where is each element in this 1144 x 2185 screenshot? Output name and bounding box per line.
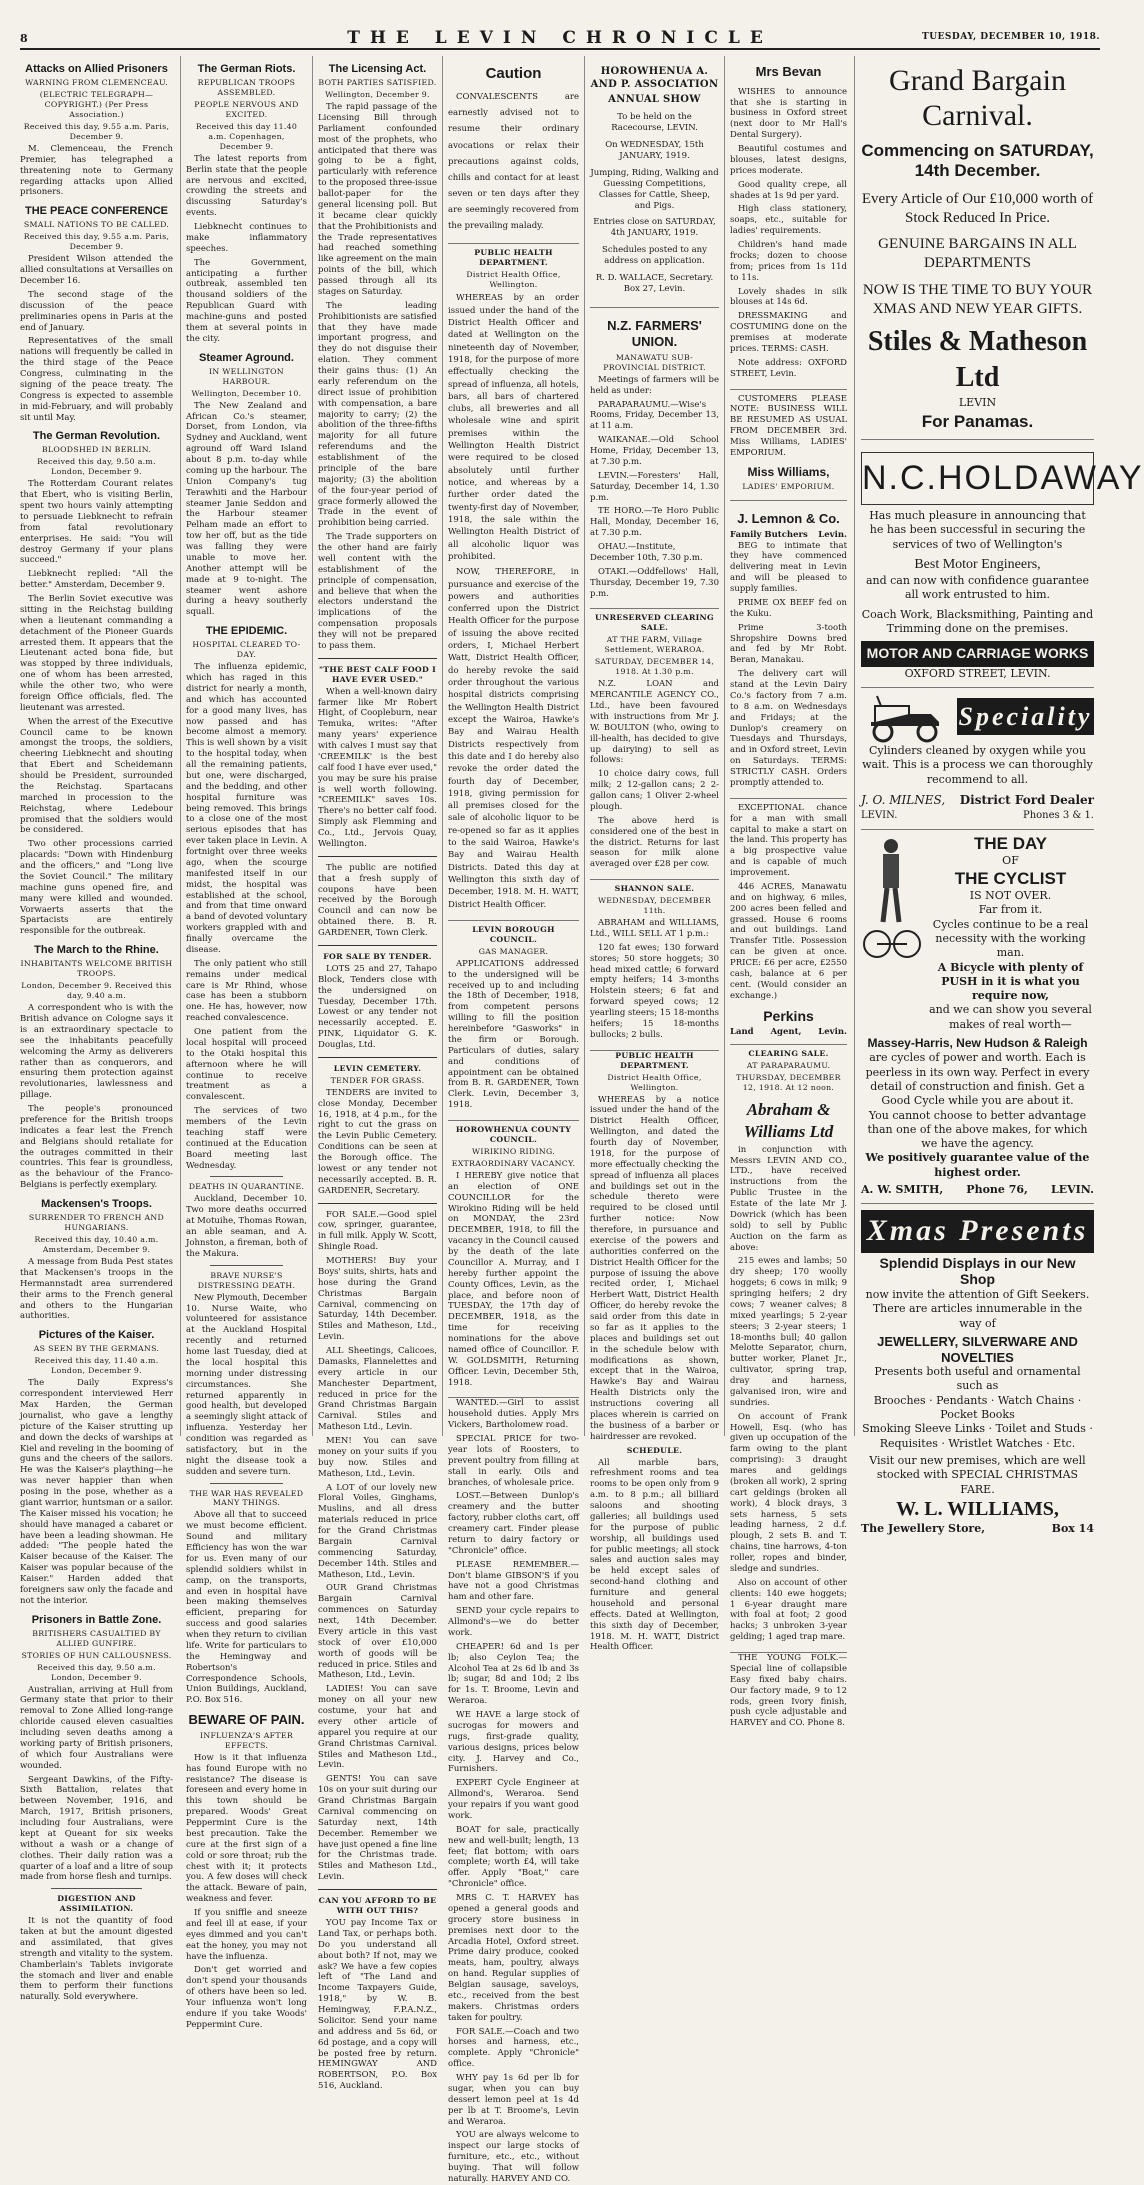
lemnon-body-1: BEG to intimate that they have commenced delivering meat in Levin and will be pleased to supply families. [730,540,847,595]
ford-body: Cylinders cleaned by oxygen while you wait. This is a process we can thoroughly recommend to all. [862,743,1093,786]
cyclist-body-3: and we can show you several makes of real worth— [929,1003,1092,1031]
peace-dateline: Received this day, 9.55 a.m. Paris, December 9. [23,232,170,252]
ford-location: LEVIN. [861,810,898,822]
column-6 [724,56,852,1729]
motor-works-banner: MOTOR AND CARRIAGE WORKS [861,641,1094,667]
steamer-subhead: IN WELLINGTON HARBOUR. [209,366,284,386]
cyclist-body-2: A Bicycle with plenty of PUSH in it is what you require now, [937,960,1084,1003]
epidemic-body-2: The only patient who still remains under medical care is Mr Rhind, whose case has been a stubborn one. He has, however, now reached convalescence. [186,958,307,1024]
divider [210,1265,283,1266]
farmers-union-meeting-5: OHAU.—Institute, December 10th, 7.30 p.m. [590,542,703,563]
horowhenua-subhead-2: EXTRAORDINARY VACANCY. [451,1159,576,1169]
holdaway-headline: N.C.HOLDAWAY [861,452,1094,506]
calf-headline: "THE BEST CALF FOOD I HAVE EVER USED." [318,664,437,684]
nurse-body: New Plymouth, December 10. Nurse Waite, who volunteered for assistance at the Auckland Hospital recently and returned home last Tuesday, died at the local hospital this morning under distressing circumstances. She returned apparently in good health, but developed a seemingly slight attack of influenza. Yesterday her condition was regarded as satisfactory, but in the night the disease took a sudden and severe turn. [186,1292,307,1477]
german-headline: The German Revolution. [32,430,161,443]
pain-body-3: Don't get worried and don't spend your thousands of others have been so led. Your influenza won't long endure if you take Woods' Peppermint Cure. [186,1965,307,2030]
german-dateline: Received this day, 9.50 a.m. London, December 9. [37,457,156,477]
divider [318,1203,437,1204]
rhine-subhead: INHABITANTS WELCOME BRITISH TROOPS. [20,959,173,979]
show-venue: To be held on the Racecourse, LEVIN. [611,112,698,134]
classified-boat: BOAT for sale, practically new and well-built; length, 13 feet; flat bottom; with oars complete; worth £4, will take offer. Apply "Boat," care "Chronicle" office. [448,1824,579,1890]
horowhenua-subhead: WIRIKINO RIDING. [472,1147,555,1157]
divider [210,1176,283,1177]
rhine-body-1: A correspondent who is with the British advance on Cologne says it is an extraordinary spectacle to see the inhabitants peacefully welcoming the Army as deliverers rather than as conquerors, and ensuring them protection against revolutionaries, lawlessness and pillage. [20,1003,173,1101]
caution-headline: Caution [485,65,542,82]
show-events: Jumping, Riding, Walking and Guessing Competitions, Classes for Cattle, Sheep, and Pigs. [590,167,719,211]
ford-signature-name: J. O. MILNES, [861,792,946,807]
gas-subhead: GAS MANAGER. [478,946,549,956]
shannon-body-1: ABRAHAM and WILLIAMS, Ltd., WILL SELL AT 1 p.m.: [590,918,719,939]
classified-men: MEN! You can save money on your suits if you buy now. Stiles and Matheson, Ltd., Levin. [318,1436,437,1479]
classified-why: WHY pay 1s 6d per lb for sugar, when you can buy dessert lemon peel at 1s 4d per lb at T. Broome's, Levin and Weraroa. [448,2073,579,2127]
bevan-body-5: Children's hand made frocks; dozen to choose from; prices from 1s 11d to 11s. [730,240,847,283]
classified-gents: GENTS! You can save 10s on your suit during our Grand Christmas Bargain Carnival commencing on Saturday next, 14th December. Remember we have just opened a fine line for the Christmas trade. Stiles and Matheson Ltd., Levin. [318,1774,437,1883]
ford-ad [861,688,1094,830]
clearing-headline: UNRESERVED CLEARING SALE. [595,613,714,633]
aw-body-2: 215 ewes and lambs; 50 dry sheep; 170 woolly hoggets; 6 cows in milk; 9 springing heifers; 2 dry cows; 7 weaner calves; 8 mixed yearlings; 5 2-year steers; 3 2-year steers; 1 18-months bull; 40 gallon Melotte Separator, churn, butter worker, Planet Jr., cultivator, spring trap, dray and harness, galvanised iron, wire and sundries. [730,1256,847,1408]
motor-car-illustration [861,692,951,744]
show-ad [590,56,719,308]
mackensen-dateline: Received this day, 10.40 a.m. Amsterdam, December 9. [34,1235,159,1255]
xmas-categories: JEWELLERY, SILVERWARE AND NOVELTIES [877,1334,1078,1365]
classified-sheetings: ALL Sheetings, Calicoes, Damasks, Flannelettes and every article in our Manchester Department, reduced in price for the Grand Christmas Bargain Carnival. Stiles and Matheson Ltd., Levin. [318,1346,437,1433]
perkins-ad [730,799,847,1046]
health-notice-2 [590,1051,719,1654]
show-entries: Entries close on SATURDAY, 4th JANUARY, 1919. [593,217,716,239]
classified-have: WE HAVE a large stock of sucrogas for mowers and rugs, first-grade quality, various designs, prices below city. J. Harvey and Co., Furnishers. [448,1710,579,1775]
shannon-headline: SHANNON SALE. [614,884,695,894]
aw-body-1: in conjunction with Messrs LEVIN AND CO., LTD., have received instructions from the Public Trustee in the Estate of the late Mr J. Dowrick (which has been sold) to sell by Public Auction on the farm as above: [730,1144,847,1253]
show-headline: HOROWHENUA A. AND P. ASSOCIATION [590,66,719,90]
lemnon-body-4: The delivery cart will stand at the Levin Dairy Co.'s factory from 7 a.m. to 8 a.m. on Wednesdays and Fridays; at the Dunlop's creamery on Tuesdays and Thursdays, and in Oxford street, Levin on Saturdays. TERMS: STRICTLY CASH. Orders promptly attended to. [730,669,847,788]
farmers-union-intro: Meetings of farmers will be held as under: [590,374,719,396]
kaiser-body: The Daily Express's correspondent interviewed Herr Max Harden, the German journalist, who gave a lengthy picture of the Kaiser strutting up and down the decks of warships at Kiel and reveling in the booming of guns and the cheers of the sailors. He was the Kaiser's plaything—he was never happier than when posing in the pose, whether as a giant warrior, huntsman or a sailor. The Kaiser missed his vocation; he should have managed a cabaret or have been a leading showman. He added: "The people hated the Kaiser because of the Kaiser. The Kaiser was popular because of the Kaiser." Harden added that foreigners saw only the facade and not the interior. [20,1378,173,1606]
cemetery-subhead: TENDER FOR GRASS. [330,1075,425,1085]
kaiser-subhead: AS SEEN BY THE GERMANS. [33,1344,160,1354]
coupon-notice: The public are notified that a fresh supply of coupons have been received by the Borough Council and can now be obtained there. B. R. GARDENER, Town Clerk. [318,862,437,939]
war-headline: THE WAR HAS REVEALED MANY THINGS. [189,1488,304,1508]
rhine-body-2: The people's pronounced preference for the British troops indicates a fear lest the French and Belgians should retaliate for the outrages committed in their countries. This fear is groundless, as the behaviour of the Franco-Belgians is perfectly exemplary. [20,1104,173,1191]
farmers-union-meeting-1: PARAPARAUMU.—Wise's Rooms, Friday, December 13, at 11 a.m. [590,399,719,432]
williams-headline: Miss Williams, [747,464,830,479]
farmers-union-meeting-2: WAIKANAE.—Old School Home, Friday, December 13, at 7.30 p.m. [590,435,719,467]
bevan-body-6: Lovely shades in silk blouses at 14s 6d. [730,286,847,308]
aw-body-3: On account of Frank Howell, Esq. (who has given up occupation of the farm owing to the plant comprising): 3 draught mares and geldings (broken all work), 2 spring cart geldings (broken all work), 4 block drays, 3 sets harness, 5 sets leading harness, 2 d.f. plough, 2 sets B. and T. chains, tine harrows, 4-ton roller, ropes and binder, sledge and sundries. [730,1411,847,1574]
kaiser-dateline: Received this day, 11.40 a.m. London, December 9. [34,1356,159,1376]
lemnon-tagline-right: Levin. [818,529,847,540]
cemetery-body: TENDERS are invited to close Monday, December 16, 1918, at 4 p.m., for the right to cut the grass on the Levin Public Cemetery. Conditions can be seen at the Borough office. The lowest or any tender not necessarily accepted. B. R. GARDENER, Secretary. [318,1087,437,1196]
farmers-union-meeting-6: OTAKI.—Oddfellows' Hall, Thursday, December 19, 7.30 p.m. [590,566,719,599]
riots-body-3: The Government, anticipating a further outbreak, assembled ten thousand soldiers of the Republican Guard with machine-guns and posted them at several points in the city. [186,257,307,344]
cyclist-phone: Phone 76, [966,1183,1028,1197]
stiles-location: LEVIN [958,395,997,409]
gas-body: APPLICATIONS addressed to the undersigned will be received up to and including the 18th of December, 1918, from competent persons willing to fill the position hereinbefore "Gasworks" in the firm or Borough. Particulars of duties, salary and conditions of appointment can be obtained from B. R. GARDENER, Town Clerk. Levin, December 3, 1918. [448,958,579,1111]
column-4 [442,56,584,2184]
column-3 [312,56,442,2092]
column-5 [584,56,724,1653]
xmas-items-a: Brooches · Pendants · Watch Chains · Pocket Books [873,1393,1082,1422]
cyclist-signature-name: A. W. SMITH, [861,1183,944,1197]
divider [318,945,437,946]
peace-subhead: SMALL NATIONS TO BE CALLED. [23,220,170,230]
gas-notice [448,921,579,1121]
classified-mothers: MOTHERS! Buy your Boys' suits, shirts, hats and hose during the Grand Christmas Bargain Carnival, commencing on Saturday, 14th December. Stiles and Matheson, Ltd., Levin. [318,1256,437,1343]
customers-body: CUSTOMERS PLEASE NOTE: BUSINESS WILL BE RESUMED AS USUAL FROM DECEMBER 3rd. Miss Williams, LADIES' EMPORIUM. [730,393,847,458]
cyclist-illustration [861,834,921,964]
war-body: Above all that to succeed we must become efficient. Sound and military Efficiency has won the war for us. Even many of our splendid soldiers whilst in camp, on the transports, and even in hospital have been making themselves efficient, preparing for success and good salaries when they return to civilian life. Write for particulars to the Hemingway and Robertson's Correspondence Schools, Union Buildings, Auckland, P.O. Box 516. [186,1510,307,1706]
classified-cow: FOR SALE.—Good spiel cow, springer, guarantee, in full milk. Apply W. Scott, Shingle Road. [318,1209,437,1253]
cyclist-title-5: Far from it. [978,903,1043,917]
pain-body-2: If you sniffle and sneeze and feel ill at ease, if your eyes dimmed and you can't eat the honey, you may not have the influenza. [186,1908,307,1962]
clearing-sale-ad [590,609,719,880]
clearing-venue: AT THE FARM, Village Settlement, WERAROA. [604,635,705,655]
classified-please: PLEASE REMEMBER.—Don't blame GIBSON'S if you have not a good Christmas ham and other fare. [448,1559,579,1603]
farmers-union-headline: N.Z. FARMERS' UNION. [607,317,702,350]
prisoners-dateline: Received this day, 9.50 a.m. London, December 9. [37,1662,156,1682]
clearsale-venue: AT PARAPARAUMU. [746,1061,831,1071]
kaiser-headline: Pictures of the Kaiser. [38,1329,155,1342]
horowhenua-notice [448,1121,579,1398]
aw-logo: Abraham & Williams Ltd [743,1100,834,1141]
classified-wanted: WANTED.—Girl to assist household duties. Apply Mrs Vickers, Bartholomew road. [448,1398,579,1431]
show-schedules: Schedules posted to any address on application. [602,245,707,267]
riots-subhead: REPUBLICAN TROOPS ASSEMBLED. [197,78,296,98]
cyclist-body-5: You cannot choose to better advantage than one of the above makes, for which we have the agency. [867,1108,1088,1151]
digestion-headline: DIGESTION AND ASSIMILATION. [57,1894,136,1914]
perkins-tagline-mid: Agent, [770,1027,802,1038]
masthead [20,28,1100,50]
issue-date: TUESDAY, DECEMBER 10, 1918. [922,32,1100,42]
gas-headline: LEVIN BOROUGH COUNCIL. [472,924,555,944]
riots-body-1: The latest reports from Berlin state that the people are nervous and excited, crowding the streets and discussing Saturday's events. [186,153,307,219]
cyclist-title-3: THE CYCLIST [954,868,1067,888]
ford-phone: Phones 3 & 1. [1022,810,1094,822]
clearsale-date: THURSDAY, DECEMBER 12, 1918. At 12 noon. [736,1073,841,1093]
holdaway-ad [861,440,1144,688]
page-number: 8 [20,32,28,45]
ford-dealer-label: District Ford Dealer [959,792,1094,807]
divider [318,1057,437,1058]
calf-body: When a well-known dairy farmer like Mr Robert Hight, of Coopleburn, near Temuka, writes: "After many years' experience with calves I must say that 'CREEMILK' is the best calf food I have ever used," you may be sure his praise is well worth following. "CREEMILK" saves 10s. There's no better calf food. Simply ask Flemming and Co., Ltd., Jervois Quay, Wellington. [318,686,437,849]
epidemic-body-4: The services of two members of the Levin teaching staff were continued at the Education Board meeting last Wednesday. [186,1106,307,1171]
horowhenua-headline: HOROWHENUA COUNTY COUNCIL. [455,1125,572,1145]
column-2 [180,56,312,2030]
licensing-dateline: Wellington, December 9. [325,90,430,100]
prisoners-subhead-2: STORIES OF HUN CALLOUSNESS. [21,1650,172,1660]
stiles-panamas: For Panamas. [921,412,1034,432]
digestion-body: It is not the quantity of food taken at but the amount digested and assimilated, that gives strength and vitality to the system. Chamberlain's Tablets invigorate the stomach and liver and enable them to perform their functions naturally. Sold everywhere. [20,1916,173,2003]
cyclist-title-2: OF [1002,854,1019,868]
riots-headline: The German Riots. [197,63,296,75]
holdaway-body-3: Coach Work, Blacksmithing, Painting and Trimming done on the premises. [861,608,1094,636]
divider [51,1888,143,1889]
licensing-body-2: The leading Prohibitionists are satisfied that they have made important progress, and they do not disguise their elation. They comment their gains thus: (1) An early referendum on the direct issue of prohibition with compensation, a bare majority to carry; (2) the abolition of the three-fifths majority for all future referendums and the establishment of the principle of the bare majority; (3) the abolition of the four-year period of grace formerly allowed the Trade in the event of prohibition being carried. [318,300,437,529]
pain-subhead: INFLUENZA'S AFTER EFFECTS. [199,1730,294,1750]
shannon-body-2: 120 fat ewes; 130 forward stores; 50 store hoggets; 30 head mixed cattle; 6 forward empty heifers; 14 3-months Holstein steers; 6 fat and forward speyed cows; 12 yearling steers; 15 18-months heifers; 15 18-months bullocks; 2 bulls. [590,942,719,1040]
cyclist-title-4: IS NOT OVER. [969,889,1052,903]
health2-body-2: All marble bars, refreshment rooms and tea rooms to be open only from 9 a.m. to 8 p.m.; all billiard saloons and shooting galleries; all buildings used for the purpose of public worship, all buildings used for public meetings; all stock sales and auction sales may be held except sales of second-hand clothing and furniture and general household and personal effects. Dated at Wellington, this sixth day of December, 1918. M. H. WATT, District Health Officer. [590,1457,719,1653]
health2-subhead: District Health Office, Wellington. [607,1072,702,1092]
shannon-date: WEDNESDAY, DECEMBER 11th. [597,896,712,916]
peace-body-2: The second stage of the discussion of the peace preliminaries opens in Paris at the end of January. [20,289,173,333]
horowhenua-body: I HEREBY give notice that an election of ONE COUNCILLOR for the Wirokino Riding will be held on MONDAY, the 23rd DECEMBER, 1918, to fill the vacancy in the Council caused by the death of the late Councillor A. Murray, and I hereby further appoint the County Offices, Levin, as the place, and before noon of TUESDAY, the 17th day of DECEMBER, 1918, as the time for receiving nominations for the above named office of Councillor. F. W. GOLDSMITH, Returning Officer. Levin, December 5th, 1918. [448,1170,579,1388]
xmas-banner: Xmas Presents [861,1210,1094,1252]
xmas-presents: Presents both useful and ornamental such as [874,1365,1081,1393]
bevan-body-2: Beautiful costumes and blouses, latest designs, prices moderate. [730,144,847,176]
prisoners-body-1: Australian, arriving at Hull from Germany state that prior to their removal to Zone Allied long-range chloride caused eleven casualties including seven deaths among a working party of British prisoners, of which four Australians were wounded. [20,1684,173,1771]
allied-dateline: Received this day, 9.55 a.m. Paris, December 9. [23,121,170,141]
german-body-2: Liebknecht replied: "All the better." Amsterdam, December 9. [20,569,173,591]
holdaway-body-2: and can now with confidence guarantee all work entrusted to him. [865,573,1090,601]
ww-box: Box 14 [1051,1522,1094,1536]
cyclist-body-1: Cycles continue to be a real necessity with the working man. [932,917,1089,960]
young-folk-ad: THE YOUNG FOLK.—Special line of collapsible Easy fixed baby chairs. Our factory made, 9 to 12 rods, green Ivory finish, push cycle adjustable and HARVEY and CO. Phone 8. [730,1653,847,1729]
xmas-visit: Visit our new premises, which are well stocked with SPECIAL CHRISTMAS FARE. [869,1453,1086,1496]
allied-source: (ELECTRIC TELEGRAPH—COPYRIGHT.) (Per Press Association.) [39,90,154,119]
clearing-body-1: N.Z. LOAN and MERCANTILE AGENCY CO., Ltd., have been favoured with instructions from Mr J. W. BOULTON (who, owing to ill-health, has decided to give up dairying) to sell as follows: [590,679,719,766]
column-7 [854,56,1144,1536]
show-secretary: R. D. WALLACE, Secretary. Box 27, Levin. [595,272,714,294]
perkins-tagline [730,1027,847,1038]
health-subhead: District Health Office, Wellington. [466,270,561,290]
cyclist-title-1: THE DAY [973,833,1048,853]
steamer-body: The New Zealand and African Co.'s steamer, Dorset, from London, via Sydney and Auckland, went aground off Ward Island about 8 p.m. to-day while coming up the harbour. The Union Company's tug Terawhiti and the Harbour steamer Janie Seddon and the Harbour steamer Pelham made an effort to tow her off, but as the tide was falling they were unable to move her. Another attempt will be made at 9 to-night. The steamer went ashore during a heavy southerly squall. [186,400,307,618]
health2-headline: PUBLIC HEALTH DEPARTMENT. [615,1050,694,1070]
cemetery-headline: LEVIN CEMETERY. [333,1063,422,1073]
classified-expert: EXPERT Cycle Engineer at Allmond's, Weraroa. Send your repairs if you want good work. [448,1778,579,1821]
show-subhead: ANNUAL SHOW [608,93,701,105]
afford-headline: CAN YOU AFFORD TO BE WITH OUT THIS? [318,1896,437,1916]
stiles-matheson-name: Stiles & Matheson Ltd [867,326,1088,394]
xmas-ad [861,1210,1094,1536]
licensing-body-3: The Trade supporters on the other hand are fairly well content with the establishment of the principle of compensation, and believe that when the electors understand the implications of the compensation proposals they will not be prepared to pass them. [318,532,437,651]
deaths-body: Auckland, December 10. Two more deaths occurred at Motuihe, Thomas Rowan, an able seaman, and A. Johnston, a fireman, both of the Makura. [186,1194,308,1259]
speciality-banner: Speciality [957,698,1094,735]
licensing-body-1: The rapid passage of the Licensing Bill through Parliament confounded most of the prophets, who anticipated that there was going to be a fight, particularly with reference to the proposed three-issue ballot-paper for the general licensing poll. But it became clear quickly that the Prohibitionists and the Trade representatives had reached something like agreement on the main points of the bill, which passed through all its stages on Saturday. [318,102,437,297]
cyclist-location: LEVIN. [1051,1183,1094,1197]
column-1 [20,56,178,2003]
mackensen-headline: Mackensen's Troops. [41,1198,152,1211]
deaths-headline: DEATHS IN QUARANTINE. [188,1182,305,1192]
perkins-tagline-left: Land [730,1027,754,1038]
health-body-2: NOW, THEREFORE, in pursuance and exercise of the powers and authorities conferred upon the District Health Officer for the purpose of issuing the above recited orders, I, Michael Herbert Watt, District Health Officer, do hereby revoke the said order throughout the various hospital districts comprising the Wellington Health District except the Wairoa, Hawke's Bay and Wairau Health Districts respectively from this date and I do hereby also revoke the order dated the fourth day of December, 1918, giving permission for all premises closed for the sale of alcoholic liquor to be re-opened so far as it applies to the said Wairoa, Hawke's Bay and Wairau Health Districts. Dated this day at Wellington this sixth day of December, 1918. M. H. WATT, District Health Officer. [448,567,579,910]
classified-harvey: MRS C. T. HARVEY has opened a general goods and grocery store business in premises next door to the Arcadia Hotel, Oxford street. Prime dairy produce, cooked meats, ham, poultry, always on hand. Regular supplies of Belgian sausage, saveloys, etc., received from the best makers. Christmas orders taken for poultry. [448,1893,579,2023]
bevan-body-4: High class stationery, soaps, etc., suitable for ladies' requirements. [730,204,847,237]
cyclist-body-6: We positively guarantee value of the highest order. [865,1151,1090,1179]
ww-store: The Jewellery Store, [861,1522,986,1536]
perkins-tagline-right: Levin. [818,1027,847,1038]
cyclist-ad [861,830,1094,1204]
cyclist-signature [861,1183,1094,1197]
lemnon-ad [730,501,847,799]
peace-body-1: President Wilson attended the allied consultations at Versailles on December 16. [20,254,173,286]
ww-contact [861,1522,1094,1536]
shannon-sale-ad [590,880,719,1051]
prisoners-body-2: Sergeant Dawkins, of the Fifty-Sixth Battalion, relates that between November, 1916, and March, 1917, British prisoners, including four Australians, were kept at Queant for six weeks without a wash or a change of clothes. Their daily ration was a quarter of a loaf and a litre of soup made from horse flesh and turnips. [20,1774,173,1883]
aw-body-4: Also on account of other clients: 140 ewe hoggets; 1 6-year draught mare with foal at foot; 2 good hacks; 3 unbroken 3-year gelding; 1 aged trap mare. [730,1577,847,1643]
cyclist-brands: Massey-Harris, New Hudson & Raleigh [867,1036,1088,1051]
farmers-union-meeting-4: TE HORO.—Te Horo Public Hall, Monday, December 16, at 7.30 p.m. [590,506,719,539]
allied-subhead: WARNING FROM CLEMENCEAU. [25,78,168,88]
caution-ad [448,56,579,244]
show-date: On WEDNESDAY, 15th JANUARY, 1919. [605,140,704,162]
health-body-1: WHEREAS by an order issued under the hand of the District Health Officer and dated at Wellington on the nineteenth day of November, 1918, for the purpose of more effectually checking the spread of influenza, all hotels, bars, all bars of chartered clubs, all breweries and all wholesale wine and spirit premises within the Wellington Health District were required to be closed absolutely until further notice, and whereas by a further order dated the twenty-first day of November, 1918, the sale within the Wellington Health District of all alcoholic liquor was prohibited. [448,293,579,562]
farmers-union-ad [590,308,719,610]
classified-you: YOU are always welcome to inspect our large stocks of furniture, etc., etc., without buying. That will follow naturally. HARVEY AND CO. [448,2130,579,2184]
riots-body-2: Liebknecht continues to make inflammatory speeches. [186,222,307,254]
epidemic-headline: THE EPIDEMIC. [205,625,288,638]
tender-headline: FOR SALE BY TENDER. [323,951,432,961]
ford-signature [861,793,1094,808]
afford-body: YOU pay Income Tax or Land Tax, or perhaps both. Do you understand all about both? If not, may we ask? We have a few copies left of "The Land and Income Taxpayers Guide, 1918," by W. B. Hemingway, F.P.A.N.Z., Solicitor. Send your name and address and 5s 6d, or 6d postage, and a copy will be posted free by return. HEMINGWAY AND ROBERTSON, P.O. Box 516, Auckland. [318,1918,437,2092]
lemnon-body-2: PRIME OX BEEF fed on the Kuku. [730,597,847,619]
lemnon-tagline [730,530,847,541]
holdaway-engineers: Best Motor Engineers, [914,557,1041,573]
bevan-body-3: Good quality crepe, all shades at 1s 9d per yard. [730,179,847,201]
bevan-body-1: WISHES to announce that she is starting in business in Oxford street (next door to Mr Hall's Dental Surgery). [730,86,847,141]
classified-special: SPECIAL PRICE for two-year lots of Roosters, to prevent poultry from filling at stall in early. Oils and branches, of wholesale price. [448,1434,579,1488]
health2-body-1: WHEREAS by a notice issued under the hand of the District Health Officer, Wellington, and dated the fourth day of November, 1918, for the purpose of more effectually checking the spread of influenza all places and buildings set out in the schedule thereto were required to be closed until further notice: Now therefore, in pursuance and exercise of the powers and authorities conferred on the District Health Officer for the purpose of issuing the above recited order, I, Michael Herbert Watt, District Health Officer, do hereby revoke the said order from this date in so far as it applies to the places and buildings set out in the schedule below with modifications as shown, except that in the Wairoa, Hawke's Bay and Wairau Health Districts only the instructions covering all places wherein is carried on the business of a barber or hairdresser are revoked. [590,1094,719,1442]
clearing-body-2: 10 choice dairy cows, full milk; 2 12-gallon cans; 2 2-gallon cans; 1 Oliver 2-wheel plough. [590,769,719,812]
health-notice [448,244,579,921]
german-body-5: Two other processions carried placards: "Down with Hindenburg and the officers," and "Long live the Soviet Council." The military machine guns opened fire, and many were killed and wounded. Vorwaerts asserts that the Spartacists are entirely responsible for the outbreak. [20,839,173,937]
carnival-stock: Every Article of Our £10,000 worth of Stock Reduced In Price. [861,190,1094,226]
xmas-headline: Splendid Displays in our New Shop [879,1254,1076,1288]
epidemic-body-3: One patient from the local hospital will proceed to the Otaki hospital this afternoon where he will continue to receive treatment as a convalescent. [186,1027,307,1103]
divider [210,1483,283,1484]
tender-body: LOTS 25 and 27, Tahapo Block, Tenders close with the undersigned on Tuesday, December 17th. Lowest or any tender not necessarily accepted. E. PINK, Liquidator G. K. Douglas, Ltd. [318,963,437,1051]
allied-headline: Attacks on Allied Prisoners [25,63,168,75]
caution-body: CONVALESCENTS are earnestly advised not to resume their ordinary avocations or relax their precautions against colds, chills and contact for at least seven or ten days after they are seemingly recovered from the prevailing malady. [448,92,579,232]
bevan-body-7: DRESSMAKING and COSTUMING done on the premises at moderate prices. TERMS: CASH. [730,311,847,354]
epidemic-subhead: HOSPITAL CLEARED TO-DAY. [192,640,301,660]
clearsale-headline: CLEARING SALE. [748,1049,829,1059]
clearing-body-3: The above herd is considered one of the best in the district. Returns for last season for milk alone averaged over £28 per cow. [590,815,719,870]
health2-schedule: SCHEDULE. [626,1445,683,1455]
steamer-headline: Steamer Aground. [199,351,294,364]
lemnon-headline: J. Lemnon & Co. [737,511,840,527]
paraparaumu-sale-ad [730,1045,847,1653]
classified-cheaper: CHEAPER! 6d and 1s per lb; also Ceylon Tea; the Alcohol Tea at 2s 6d lb and 3s lb; sugar, 8d and 10d; 2 lbs for 1s. T. Broome, Levin and Weraroa. [448,1641,579,1707]
riots-dateline: Received this day 11.40 a.m. Copenhagen, December 9. [195,121,298,151]
carnival-gifts: NOW IS THE TIME TO BUY YOUR XMAS AND NEW YEAR GIFTS. [862,281,1093,317]
classified-lost: LOST.—Between Dunlop's creamery and the butter factory, rubber cloths cart, off creamery cart. Finder please return to dairy factory or "Chronicle" office. [448,1491,579,1556]
german-subhead: BLOODSHED IN BERLIN. [41,445,152,455]
perkins-body-2: 446 ACRES, Manawatu and on highway, 6 miles, 200 acres been felled and grassed. House 6 rooms and out buildings. Land Transfer Title. Possession can be given at once. PRICE: £6 per acre, £2550 cash, balance at 6 per cent. (Would consider an exchange.) [730,881,847,1001]
williams-subhead: LADIES' EMPORIUM. [742,482,835,492]
mackensen-body: A message from Buda Pest states that Mackensen's troops in the Hermannstadt area surrendered their arms to the French general and others to the Hungarian authorities. [20,1257,173,1322]
bevan-ad [730,56,847,390]
carnival-bargains: GENUINE BARGAINS IN ALL DEPARTMENTS [878,236,1077,272]
steamer-dateline: Wellington, December 10. [191,388,302,398]
perkins-headline: Perkins [763,1007,814,1024]
motor-works-location: OXFORD STREET, LEVIN. [904,666,1051,680]
customers-ad [730,390,847,502]
prisoners-headline: Prisoners in Battle Zone. [31,1613,162,1626]
epidemic-body-1: The influenza epidemic, which has raged in this district for nearly a month, and which has accounted for a good many lives, has now passed and has become almost a memory. This is well shown by a visit to the hospital today, when all the remaining patients, but one, were discharged, and the bedding, and other hospital furniture was being removed. This brings to a close one of the most serious episodes that has ever taken place in Levin. A fortnight over three weeks ago, when the scourge manifested itself in our midst, the hospital was established at the school, and from that time onward a band of devoted voluntary workers grappled with and finally overcame the disease. [186,662,307,955]
health-headline: PUBLIC HEALTH DEPARTMENT. [474,248,553,268]
bevan-body-8: Note address: OXFORD STREET, Levin. [730,357,847,379]
classified-cycle: SEND your cycle repairs to Allmond's—we do better work. [448,1606,579,1638]
perkins-body-1: EXCEPTIONAL chance for a man with small capital to make a start on the land. This property has a big prospective value and is capable of much improvement. [730,802,847,879]
divider [318,856,437,857]
carnival-ad [861,56,1094,440]
lemnon-tagline-left: Family Butchers [730,529,808,540]
prisoners-subhead: BRITISHERS CASUALTIED BY ALLIED GUNFIRE. [32,1628,161,1648]
ww-name: W. L. WILLIAMS, [896,1497,1059,1520]
divider [318,658,437,659]
newspaper-title: THE LEVIN CHRONICLE [347,28,773,48]
peace-headline: THE PEACE CONFERENCE [24,205,169,218]
riots-subhead-2: PEOPLE NERVOUS AND EXCITED. [194,100,299,119]
rhine-headline: The March to the Rhine. [34,944,159,957]
carnival-date: Commencing on SATURDAY, 14th December. [861,141,1094,181]
divider [318,1889,437,1890]
farmers-union-meeting-3: LEVIN.—Foresters' Hall, Saturday, December 14, 1.30 p.m. [590,470,719,503]
allied-body: M. Clemenceau, the French Premier, has telegraphed a threatening note to Germany regarding attacks upon Allied prisoners. [20,143,173,198]
classified-carnival: OUR Grand Christmas Bargain Carnival commences on Saturday next, 14th December. Every article in this vast stock of over £10,000 worth of goods will be reduced in price. Stiles and Matheson, Ltd., Levin. [318,1583,438,1681]
xmas-items-b: Smoking Sleeve Links · Toilet and Studs · Requisites · Wristlet Watches · Etc. [862,1422,1093,1450]
german-body-3: The Berlin Soviet executive was sitting in the Reichstag building when a lieutenant commanding a detachment of the Pioneer Guards arrested them. It appears that the Lieutenant acted bona fide, but was stopped by three individuals, one of whom has been arrested, while the other two, who were foreign Office officials, fled. The lieutenant was arrested. [20,594,173,713]
classified-ladies: LADIES! You can save money on all your new costume, your hat and every other article of apparel you require at our Grand Christmas Carnival. Stiles and Matheson Ltd., Levin. [318,1684,437,1771]
xmas-intro: now invite the attention of Gift Seekers. There are articles innumerable in the way of [865,1288,1090,1330]
classified-forsale: FOR SALE.—Coach and two horses and harness, etc., complete. Apply "Chronicle" office. [448,2026,579,2070]
holdaway-body-1: Has much pleasure in announcing that he has been successful in securing the services of two of Wellington's [869,509,1086,551]
german-body-1: The Rotterdam Courant relates that Ebert, who is visiting Berlin, spent two hours vainly attempting to persuade Liebknecht to refrain from fatal revolutionary enterprises. He said: "You will destroy Germany if your plans succeed." [20,479,173,566]
german-body-4: When the arrest of the Executive Council came to be known amongst the troops, the soldiers, cheering Liebknecht and shouting that Ebert and Scheidemann should be President, surrounded the Reichstag. Spartacans marched in procession to the Reichstag, where Ledebour promised that the soldiers would be considered. [20,716,173,836]
nurse-headline: BRAVE NURSE'S DISTRESSING DEATH. [197,1270,296,1290]
pain-headline: BEWARE OF PAIN. [188,1712,305,1728]
ford-contact [861,810,1094,823]
clearing-date: SATURDAY, DECEMBER 14, 1918. At 1.30 p.m. [594,657,715,677]
licensing-subhead: BOTH PARTIES SATISFIED. [318,78,437,88]
farmers-union-subhead: MANAWATU SUB-PROVINCIAL DISTRICT. [603,352,706,372]
licensing-headline: The Licensing Act. [328,63,427,75]
mackensen-subhead: SURRENDER TO FRENCH AND HUNGARIANS. [28,1213,165,1233]
classified-voiles: A LOT of our lovely new Floral Voiles, Ginghams, Muslins, and all dress materials reduced in price for the Grand Christmas Bargain Carnival commencing Saturday, December 14th. Stiles and Matheson, Ltd., Levin. [318,1482,437,1580]
bevan-headline: Mrs Bevan [755,64,822,79]
pain-body-1: How is it that influenza has found Europe with no resistance? The disease is foreseen and every home in this town should be prepared. Woods' Great Peppermint Cure is the best precaution. Take the cure at the first sign of a cold or sore throat; rub the chest with it; it protects you. A few doses will check the attack. Beware of pain, weakness and fever. [186,1752,307,1905]
lemnon-body-3: Prime 3-tooth Shropshire Downs bred and fed by Mr Robt. Beran, Manakau. [730,622,847,666]
carnival-title: Grand Bargain Carnival. [889,64,1066,132]
peace-body-3: Representatives of the small nations will frequently be called in the third stage of the Peace Congress, culminating in the signing of the peace treaty. The Congress is expected to assemble in mid-February, and will probably sit until May. [20,336,173,423]
cyclist-body-4: are cycles of power and worth. Each is peerless in its own way. Perfect in every detail of construction and finish. Get a Good Cycle while you are about it. [865,1051,1090,1108]
rhine-dateline: London, December 9. Received this day, 9.40 a.m. [21,981,172,1001]
